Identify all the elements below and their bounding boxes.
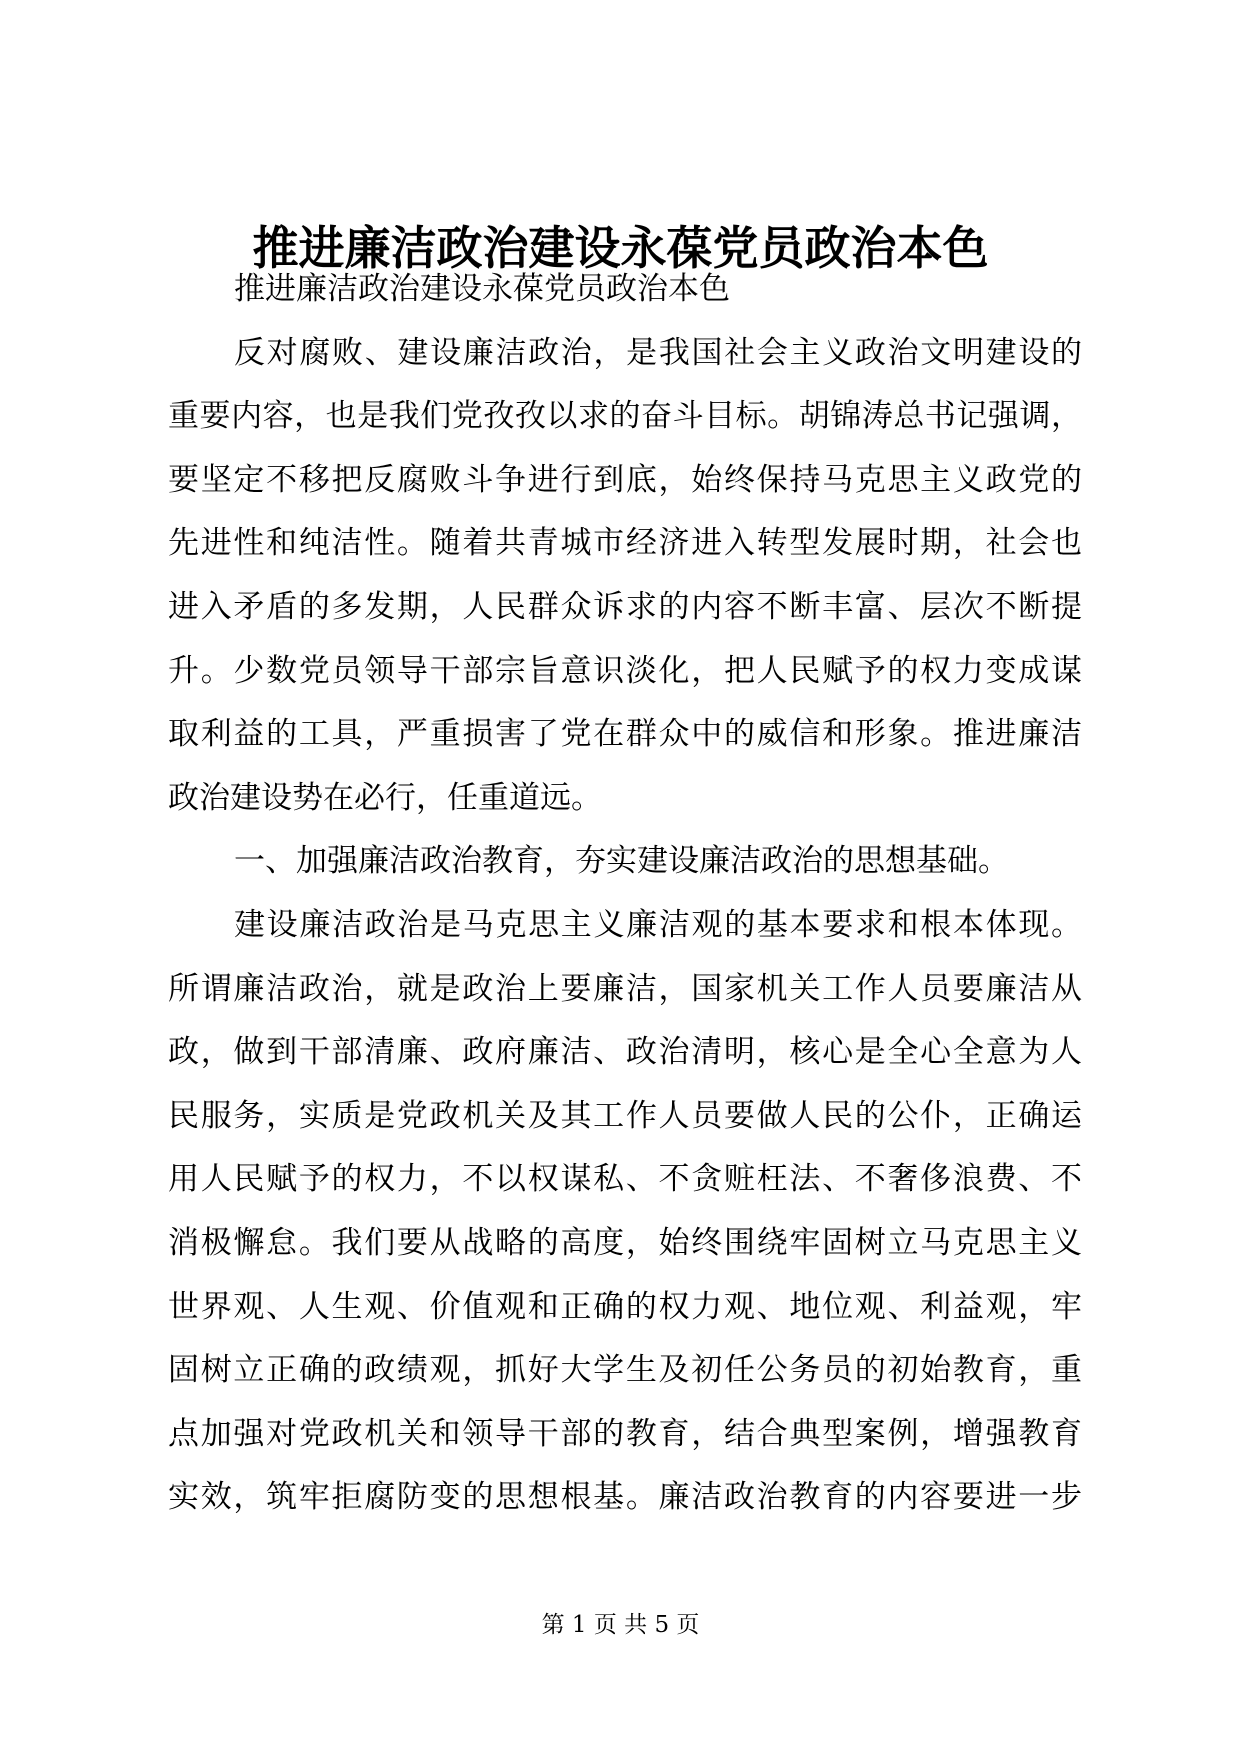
body-line: 推进廉洁政治建设永葆党员政治本色	[234, 271, 730, 307]
body-line: 世界观、人生观、价值观和正确的权力观、地位观、利益观，牢	[168, 1288, 1082, 1325]
body-line: 建设廉洁政治是马克思主义廉洁观的基本要求和根本体现。	[234, 906, 1082, 943]
body-line: 政治建设势在必行，任重道远。	[168, 779, 602, 816]
body-line: 要坚定不移把反腐败斗争进行到底，始终保持马克思主义政党的	[168, 461, 1082, 498]
body-line: 固树立正确的政绩观，抓好大学生及初任公务员的初始教育，重	[168, 1352, 1082, 1389]
body-line: 实效，筑牢拒腐防变的思想根基。廉洁政治教育的内容要进一步	[168, 1479, 1082, 1516]
body-line: 用人民赋予的权力，不以权谋私、不贪赃枉法、不奢侈浪费、不	[168, 1161, 1082, 1198]
page-footer: 第 1 页 共 5 页	[541, 1612, 700, 1638]
document-body	[168, 258, 1088, 1530]
document-title: 推进廉洁政治建设永葆党员政治本色	[252, 221, 989, 275]
body-line: 重要内容，也是我们党孜孜以求的奋斗目标。胡锦涛总书记强调，	[168, 398, 1082, 435]
body-line: 反对腐败、建设廉洁政治，是我国社会主义政治文明建设的	[234, 334, 1082, 371]
body-line: 先进性和纯洁性。随着共青城市经济进入转型发展时期，社会也	[168, 525, 1082, 562]
body-line: 升。少数党员领导干部宗旨意识淡化，把人民赋予的权力变成谋	[168, 652, 1082, 689]
body-line: 取利益的工具，严重损害了党在群众中的威信和形象。推进廉洁	[168, 716, 1082, 753]
body-line: 政，做到干部清廉、政府廉洁、政治清明，核心是全心全意为人	[168, 1034, 1082, 1071]
body-line: 所谓廉洁政治，就是政治上要廉洁，国家机关工作人员要廉洁从	[168, 970, 1082, 1007]
body-line: 一、加强廉洁政治教育，夯实建设廉洁政治的思想基础。	[234, 843, 1009, 880]
body-line: 民服务，实质是党政机关及其工作人员要做人民的公仆，正确运	[168, 1097, 1082, 1134]
body-line: 消极懈怠。我们要从战略的高度，始终围绕牢固树立马克思主义	[168, 1224, 1082, 1261]
body-line: 点加强对党政机关和领导干部的教育，结合典型案例，增强教育	[168, 1415, 1082, 1452]
body-line: 进入矛盾的多发期，人民群众诉求的内容不断丰富、层次不断提	[168, 588, 1082, 625]
